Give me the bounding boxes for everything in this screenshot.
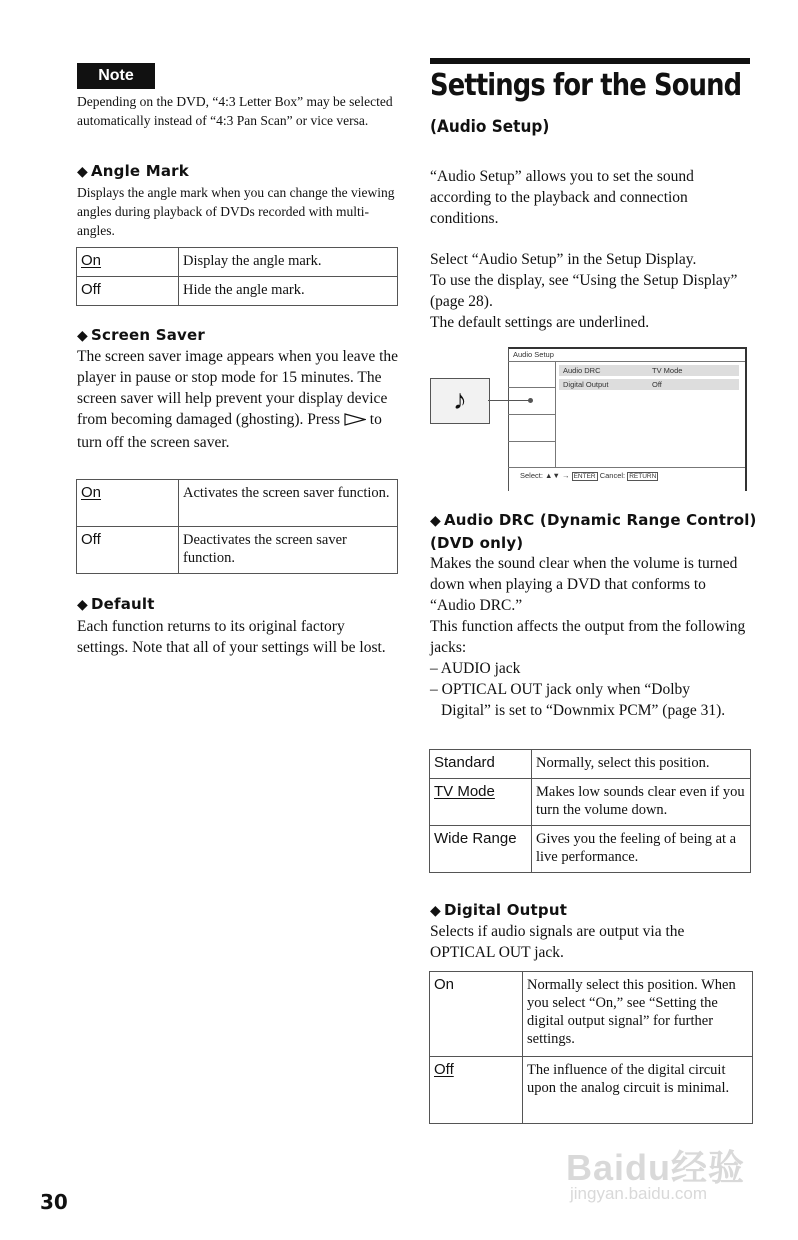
digital-output-desc: Selects if audio signals are output via the OPTICAL OUT jack. bbox=[430, 923, 685, 961]
display-title: Audio Setup bbox=[513, 350, 554, 359]
audio-drc-desc: Makes the sound clear when the volume is turned down when playing a DVD that conforms to “Audio DRC.” This function affects the output from the following jacks: – AUDIO jack – OPTICAL OUT jack only when “Dolby Digital” is set to “Downmix PCM” (page 31). bbox=[430, 555, 746, 719]
angle-on-value: Display the angle mark. bbox=[179, 248, 398, 277]
angle-mark-table bbox=[76, 247, 398, 306]
connector-dot bbox=[528, 398, 533, 403]
display-row1-label: Audio DRC bbox=[559, 365, 648, 376]
digital-on-value: Normally select this position. When you select “On,” see “Setting the digital output signal” for further settings. bbox=[523, 972, 753, 1057]
screen-saver-table bbox=[76, 479, 398, 574]
angle-off-value: Hide the angle mark. bbox=[179, 277, 398, 306]
diamond-icon: ◆ bbox=[77, 164, 88, 180]
saver-off-value: Deactivates the screen saver function. bbox=[179, 527, 398, 574]
title-rule bbox=[430, 58, 750, 64]
display-divider bbox=[508, 361, 745, 362]
watermark-logo: Baidu经验 bbox=[566, 1147, 746, 1188]
right-arrow-icon: → bbox=[561, 471, 570, 480]
updown-arrow-icon: ▲▼ bbox=[545, 471, 560, 480]
note-text: Depending on the DVD, “4:3 Letter Box” may be selected automatically instead of “4:3 Pan Scan” or vice versa. bbox=[77, 94, 393, 128]
saver-off-key: Off bbox=[77, 527, 179, 574]
digital-output-heading: ◆ Digital Output bbox=[430, 901, 568, 919]
page-number: 30 bbox=[40, 1190, 68, 1214]
page-title: Settings for the Sound bbox=[430, 68, 742, 103]
music-note-icon: ♪ bbox=[430, 378, 490, 424]
digital-off-key: Off bbox=[434, 1061, 454, 1078]
display-slot-line bbox=[508, 387, 556, 388]
select-text: Select “Audio Setup” in the Setup Display. To use the display, see “Using the Setup Display” (page 28). The default settings are underlined. bbox=[430, 251, 738, 331]
connector-line bbox=[488, 400, 530, 401]
intro-text: “Audio Setup” allows you to set the sound according to the playback and connection conditions. bbox=[430, 168, 694, 227]
diamond-icon: ◆ bbox=[430, 903, 441, 919]
display-footer: Select: ▲▼ → ENTER Cancel: RETURN bbox=[520, 471, 657, 480]
drc-standard-value: Normally, select this position. bbox=[532, 750, 751, 779]
digital-on-key: On bbox=[430, 972, 523, 1057]
audio-drc-heading: ◆ Audio DRC (Dynamic Range Control) (DVD only) bbox=[430, 511, 757, 552]
page-subtitle: (Audio Setup) bbox=[430, 117, 550, 137]
display-row2-value: Off bbox=[648, 379, 739, 390]
drc-tvmode-key: TV Mode bbox=[434, 783, 495, 800]
display-footer-line bbox=[508, 467, 745, 468]
play-icon bbox=[344, 411, 366, 432]
saver-on-key: On bbox=[81, 484, 102, 501]
diamond-icon: ◆ bbox=[430, 513, 441, 529]
digital-off-value: The influence of the digital circuit upon the analog circuit is minimal. bbox=[523, 1057, 753, 1124]
display-row1-value: TV Mode bbox=[648, 365, 739, 376]
default-desc: Each function returns to its original factory settings. Note that all of your settings will be lost. bbox=[77, 618, 386, 656]
diamond-icon: ◆ bbox=[77, 597, 88, 613]
watermark-url: jingyan.baidu.com bbox=[570, 1184, 708, 1203]
drc-widerange-value: Gives you the feeling of being at a live performance. bbox=[532, 826, 751, 873]
screen-saver-desc: The screen saver image appears when you leave the player in pause or stop mode for 15 minutes. The screen saver will help prevent your display device from becoming damaged (ghosting). Press to turn off the screen saver. bbox=[77, 348, 399, 451]
default-heading: ◆ Default bbox=[77, 595, 155, 613]
angle-mark-desc: Displays the angle mark when you can change the viewing angles during playback of DVDs recorded with multi-angles. bbox=[77, 185, 395, 238]
note-badge: Note bbox=[77, 63, 155, 89]
display-slot-line bbox=[508, 441, 556, 442]
drc-widerange-key: Wide Range bbox=[430, 826, 532, 873]
saver-on-value: Activates the screen saver function. bbox=[179, 480, 398, 527]
drc-tvmode-value: Makes low sounds clear even if you turn the volume down. bbox=[532, 779, 751, 826]
display-row2-label: Digital Output bbox=[559, 379, 648, 390]
drc-standard-key: Standard bbox=[430, 750, 532, 779]
angle-mark-heading: ◆ Angle Mark bbox=[77, 162, 189, 180]
digital-output-table bbox=[429, 971, 753, 1124]
angle-on-key: On bbox=[81, 252, 102, 269]
diamond-icon: ◆ bbox=[77, 328, 88, 344]
display-slot-line bbox=[508, 414, 556, 415]
angle-off-key: Off bbox=[77, 277, 179, 306]
audio-drc-table bbox=[429, 749, 751, 873]
screen-saver-heading: ◆ Screen Saver bbox=[77, 326, 205, 344]
